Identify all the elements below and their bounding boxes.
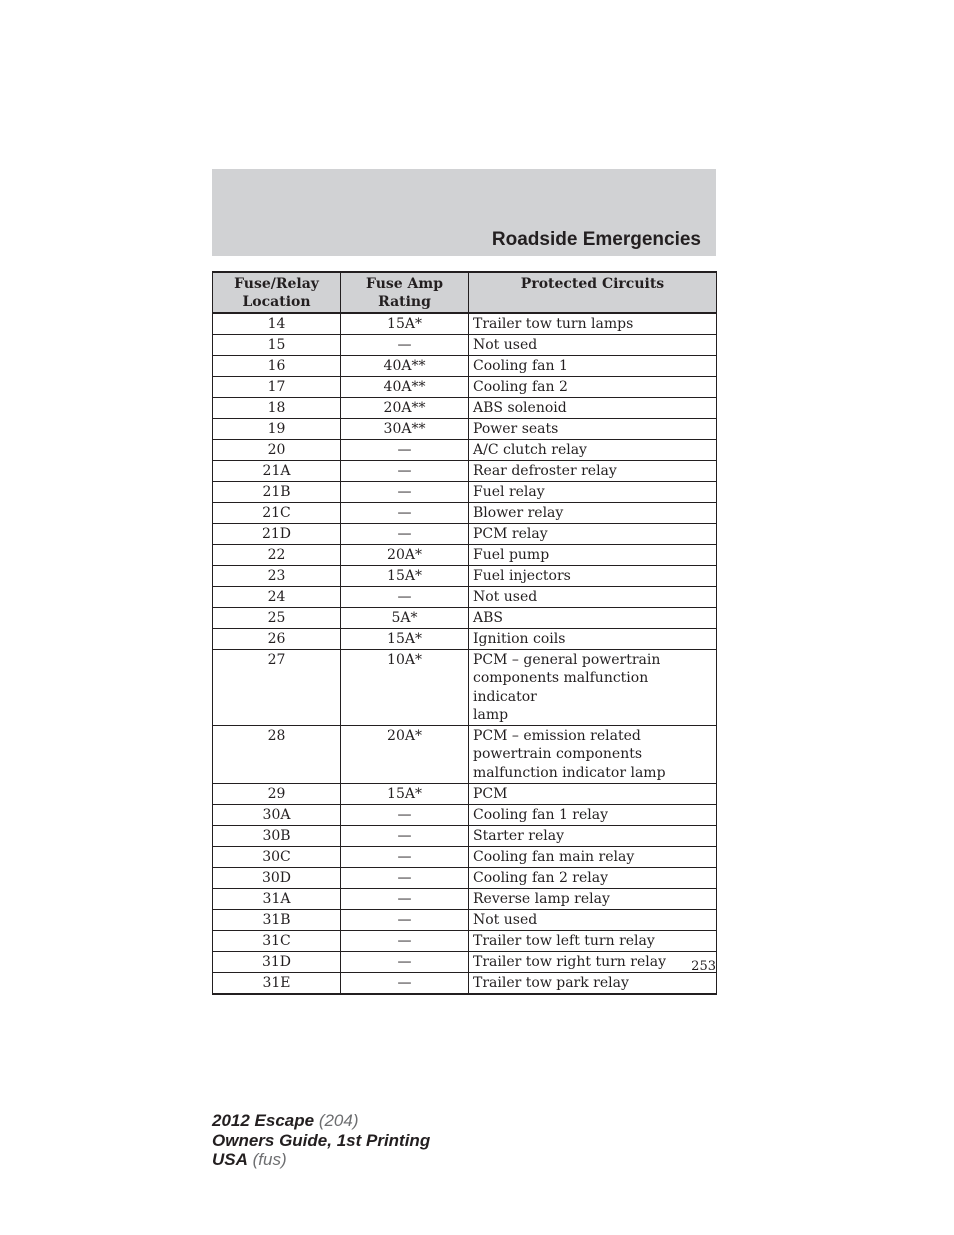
column-header-location: Fuse/Relay Location bbox=[213, 272, 341, 313]
page-number: 253 bbox=[691, 959, 716, 974]
cell-rating: 5A* bbox=[341, 608, 469, 629]
table-row bbox=[213, 629, 717, 650]
cell-location: 26 bbox=[213, 629, 341, 650]
cell-rating: — bbox=[341, 889, 469, 910]
cell-rating: — bbox=[341, 461, 469, 482]
table-row bbox=[213, 973, 717, 995]
table-row bbox=[213, 868, 717, 889]
circuit-line: lamp bbox=[473, 707, 509, 724]
cell-circuits: Not used bbox=[469, 587, 717, 608]
cell-rating: 15A* bbox=[341, 566, 469, 587]
table-row bbox=[213, 461, 717, 482]
cell-circuits: Cooling fan 1 relay bbox=[469, 805, 717, 826]
cell-location: 19 bbox=[213, 419, 341, 440]
table-row bbox=[213, 566, 717, 587]
cell-rating: 40A** bbox=[341, 356, 469, 377]
cell-circuits: Trailer tow right turn relay bbox=[469, 952, 717, 973]
table-row bbox=[213, 419, 717, 440]
table-row bbox=[213, 931, 717, 952]
cell-location: 22 bbox=[213, 545, 341, 566]
table-row bbox=[213, 608, 717, 629]
footer-line-model: 2012 Escape (204) bbox=[212, 1111, 359, 1130]
cell-circuits: Cooling fan 1 bbox=[469, 356, 717, 377]
cell-location: 23 bbox=[213, 566, 341, 587]
cell-circuits: Cooling fan main relay bbox=[469, 847, 717, 868]
cell-rating: — bbox=[341, 482, 469, 503]
circuit-line: components malfunction indicator bbox=[473, 670, 649, 705]
cell-circuits: Not used bbox=[469, 335, 717, 356]
table-row bbox=[213, 910, 717, 931]
cell-location: 30C bbox=[213, 847, 341, 868]
table-row bbox=[213, 524, 717, 545]
cell-location: 25 bbox=[213, 608, 341, 629]
cell-rating: — bbox=[341, 931, 469, 952]
table-row bbox=[213, 482, 717, 503]
cell-circuits: PCM relay bbox=[469, 524, 717, 545]
cell-circuits bbox=[469, 650, 717, 726]
cell-location: 21B bbox=[213, 482, 341, 503]
table-row bbox=[213, 826, 717, 847]
section-header-band bbox=[212, 169, 716, 256]
cell-rating: — bbox=[341, 973, 469, 995]
cell-circuits: Trailer tow left turn relay bbox=[469, 931, 717, 952]
circuit-line: PCM – emission related bbox=[473, 728, 641, 745]
cell-rating: 20A* bbox=[341, 545, 469, 566]
cell-circuits: Cooling fan 2 relay bbox=[469, 868, 717, 889]
table-body bbox=[213, 313, 717, 994]
cell-rating: — bbox=[341, 335, 469, 356]
cell-location: 15 bbox=[213, 335, 341, 356]
cell-rating: — bbox=[341, 524, 469, 545]
cell-location: 31C bbox=[213, 931, 341, 952]
table-header-row bbox=[213, 272, 717, 313]
cell-circuits: Not used bbox=[469, 910, 717, 931]
cell-rating: — bbox=[341, 503, 469, 524]
cell-rating: — bbox=[341, 847, 469, 868]
cell-circuits: Fuel injectors bbox=[469, 566, 717, 587]
cell-location: 31D bbox=[213, 952, 341, 973]
table-row bbox=[213, 356, 717, 377]
cell-rating: — bbox=[341, 440, 469, 461]
table-row bbox=[213, 587, 717, 608]
cell-circuits: Power seats bbox=[469, 419, 717, 440]
cell-location: 31A bbox=[213, 889, 341, 910]
cell-circuits: Starter relay bbox=[469, 826, 717, 847]
table-row bbox=[213, 398, 717, 419]
cell-location: 21C bbox=[213, 503, 341, 524]
cell-rating: 15A* bbox=[341, 313, 469, 335]
table-row bbox=[213, 952, 717, 973]
table-row bbox=[213, 889, 717, 910]
circuit-line: powertrain components bbox=[473, 746, 643, 763]
cell-location: 28 bbox=[213, 726, 341, 784]
cell-location: 21A bbox=[213, 461, 341, 482]
cell-circuits: Blower relay bbox=[469, 503, 717, 524]
cell-rating: 10A* bbox=[341, 650, 469, 726]
cell-location: 24 bbox=[213, 587, 341, 608]
cell-rating: 15A* bbox=[341, 784, 469, 805]
table-row bbox=[213, 440, 717, 461]
footer-imprint bbox=[212, 1111, 430, 1170]
column-header-rating: Fuse Amp Rating bbox=[341, 272, 469, 313]
cell-location: 30B bbox=[213, 826, 341, 847]
cell-circuits: Ignition coils bbox=[469, 629, 717, 650]
cell-location: 31E bbox=[213, 973, 341, 995]
cell-location: 27 bbox=[213, 650, 341, 726]
cell-circuits: Rear defroster relay bbox=[469, 461, 717, 482]
cell-location: 30A bbox=[213, 805, 341, 826]
cell-circuits: Cooling fan 2 bbox=[469, 377, 717, 398]
table-row bbox=[213, 335, 717, 356]
table-row bbox=[213, 503, 717, 524]
circuit-line: malfunction indicator lamp bbox=[473, 764, 666, 781]
column-header-circuits: Protected Circuits bbox=[469, 272, 717, 313]
table-row bbox=[213, 784, 717, 805]
cell-circuits: Fuel pump bbox=[469, 545, 717, 566]
table-row bbox=[213, 847, 717, 868]
cell-circuits: PCM bbox=[469, 784, 717, 805]
cell-rating: 30A** bbox=[341, 419, 469, 440]
cell-location: 29 bbox=[213, 784, 341, 805]
table-row bbox=[213, 313, 717, 335]
cell-location: 16 bbox=[213, 356, 341, 377]
table-row bbox=[213, 545, 717, 566]
cell-circuits: Trailer tow park relay bbox=[469, 973, 717, 995]
cell-rating: 15A* bbox=[341, 629, 469, 650]
cell-rating: — bbox=[341, 868, 469, 889]
cell-circuits bbox=[469, 726, 717, 784]
table-row bbox=[213, 726, 717, 784]
cell-location: 17 bbox=[213, 377, 341, 398]
cell-rating: — bbox=[341, 805, 469, 826]
cell-circuits: ABS bbox=[469, 608, 717, 629]
cell-rating: 20A** bbox=[341, 398, 469, 419]
cell-circuits: Reverse lamp relay bbox=[469, 889, 717, 910]
cell-rating: — bbox=[341, 826, 469, 847]
table-row bbox=[213, 805, 717, 826]
cell-circuits: Fuel relay bbox=[469, 482, 717, 503]
cell-location: 14 bbox=[213, 313, 341, 335]
footer-line-market: USA (fus) bbox=[212, 1150, 287, 1169]
circuit-line: PCM – general powertrain bbox=[473, 651, 661, 668]
cell-location: 31B bbox=[213, 910, 341, 931]
table-row bbox=[213, 377, 717, 398]
cell-circuits: Trailer tow turn lamps bbox=[469, 313, 717, 335]
cell-rating: — bbox=[341, 952, 469, 973]
fuse-relay-table bbox=[212, 271, 717, 995]
cell-rating: 20A* bbox=[341, 726, 469, 784]
table-row bbox=[213, 650, 717, 726]
cell-circuits: ABS solenoid bbox=[469, 398, 717, 419]
cell-rating: 40A** bbox=[341, 377, 469, 398]
cell-circuits: A/C clutch relay bbox=[469, 440, 717, 461]
section-title: Roadside Emergencies bbox=[491, 229, 701, 250]
cell-location: 30D bbox=[213, 868, 341, 889]
cell-rating: — bbox=[341, 587, 469, 608]
footer-line-guide: Owners Guide, 1st Printing bbox=[212, 1130, 431, 1150]
cell-location: 20 bbox=[213, 440, 341, 461]
cell-location: 18 bbox=[213, 398, 341, 419]
cell-location: 21D bbox=[213, 524, 341, 545]
cell-rating: — bbox=[341, 910, 469, 931]
